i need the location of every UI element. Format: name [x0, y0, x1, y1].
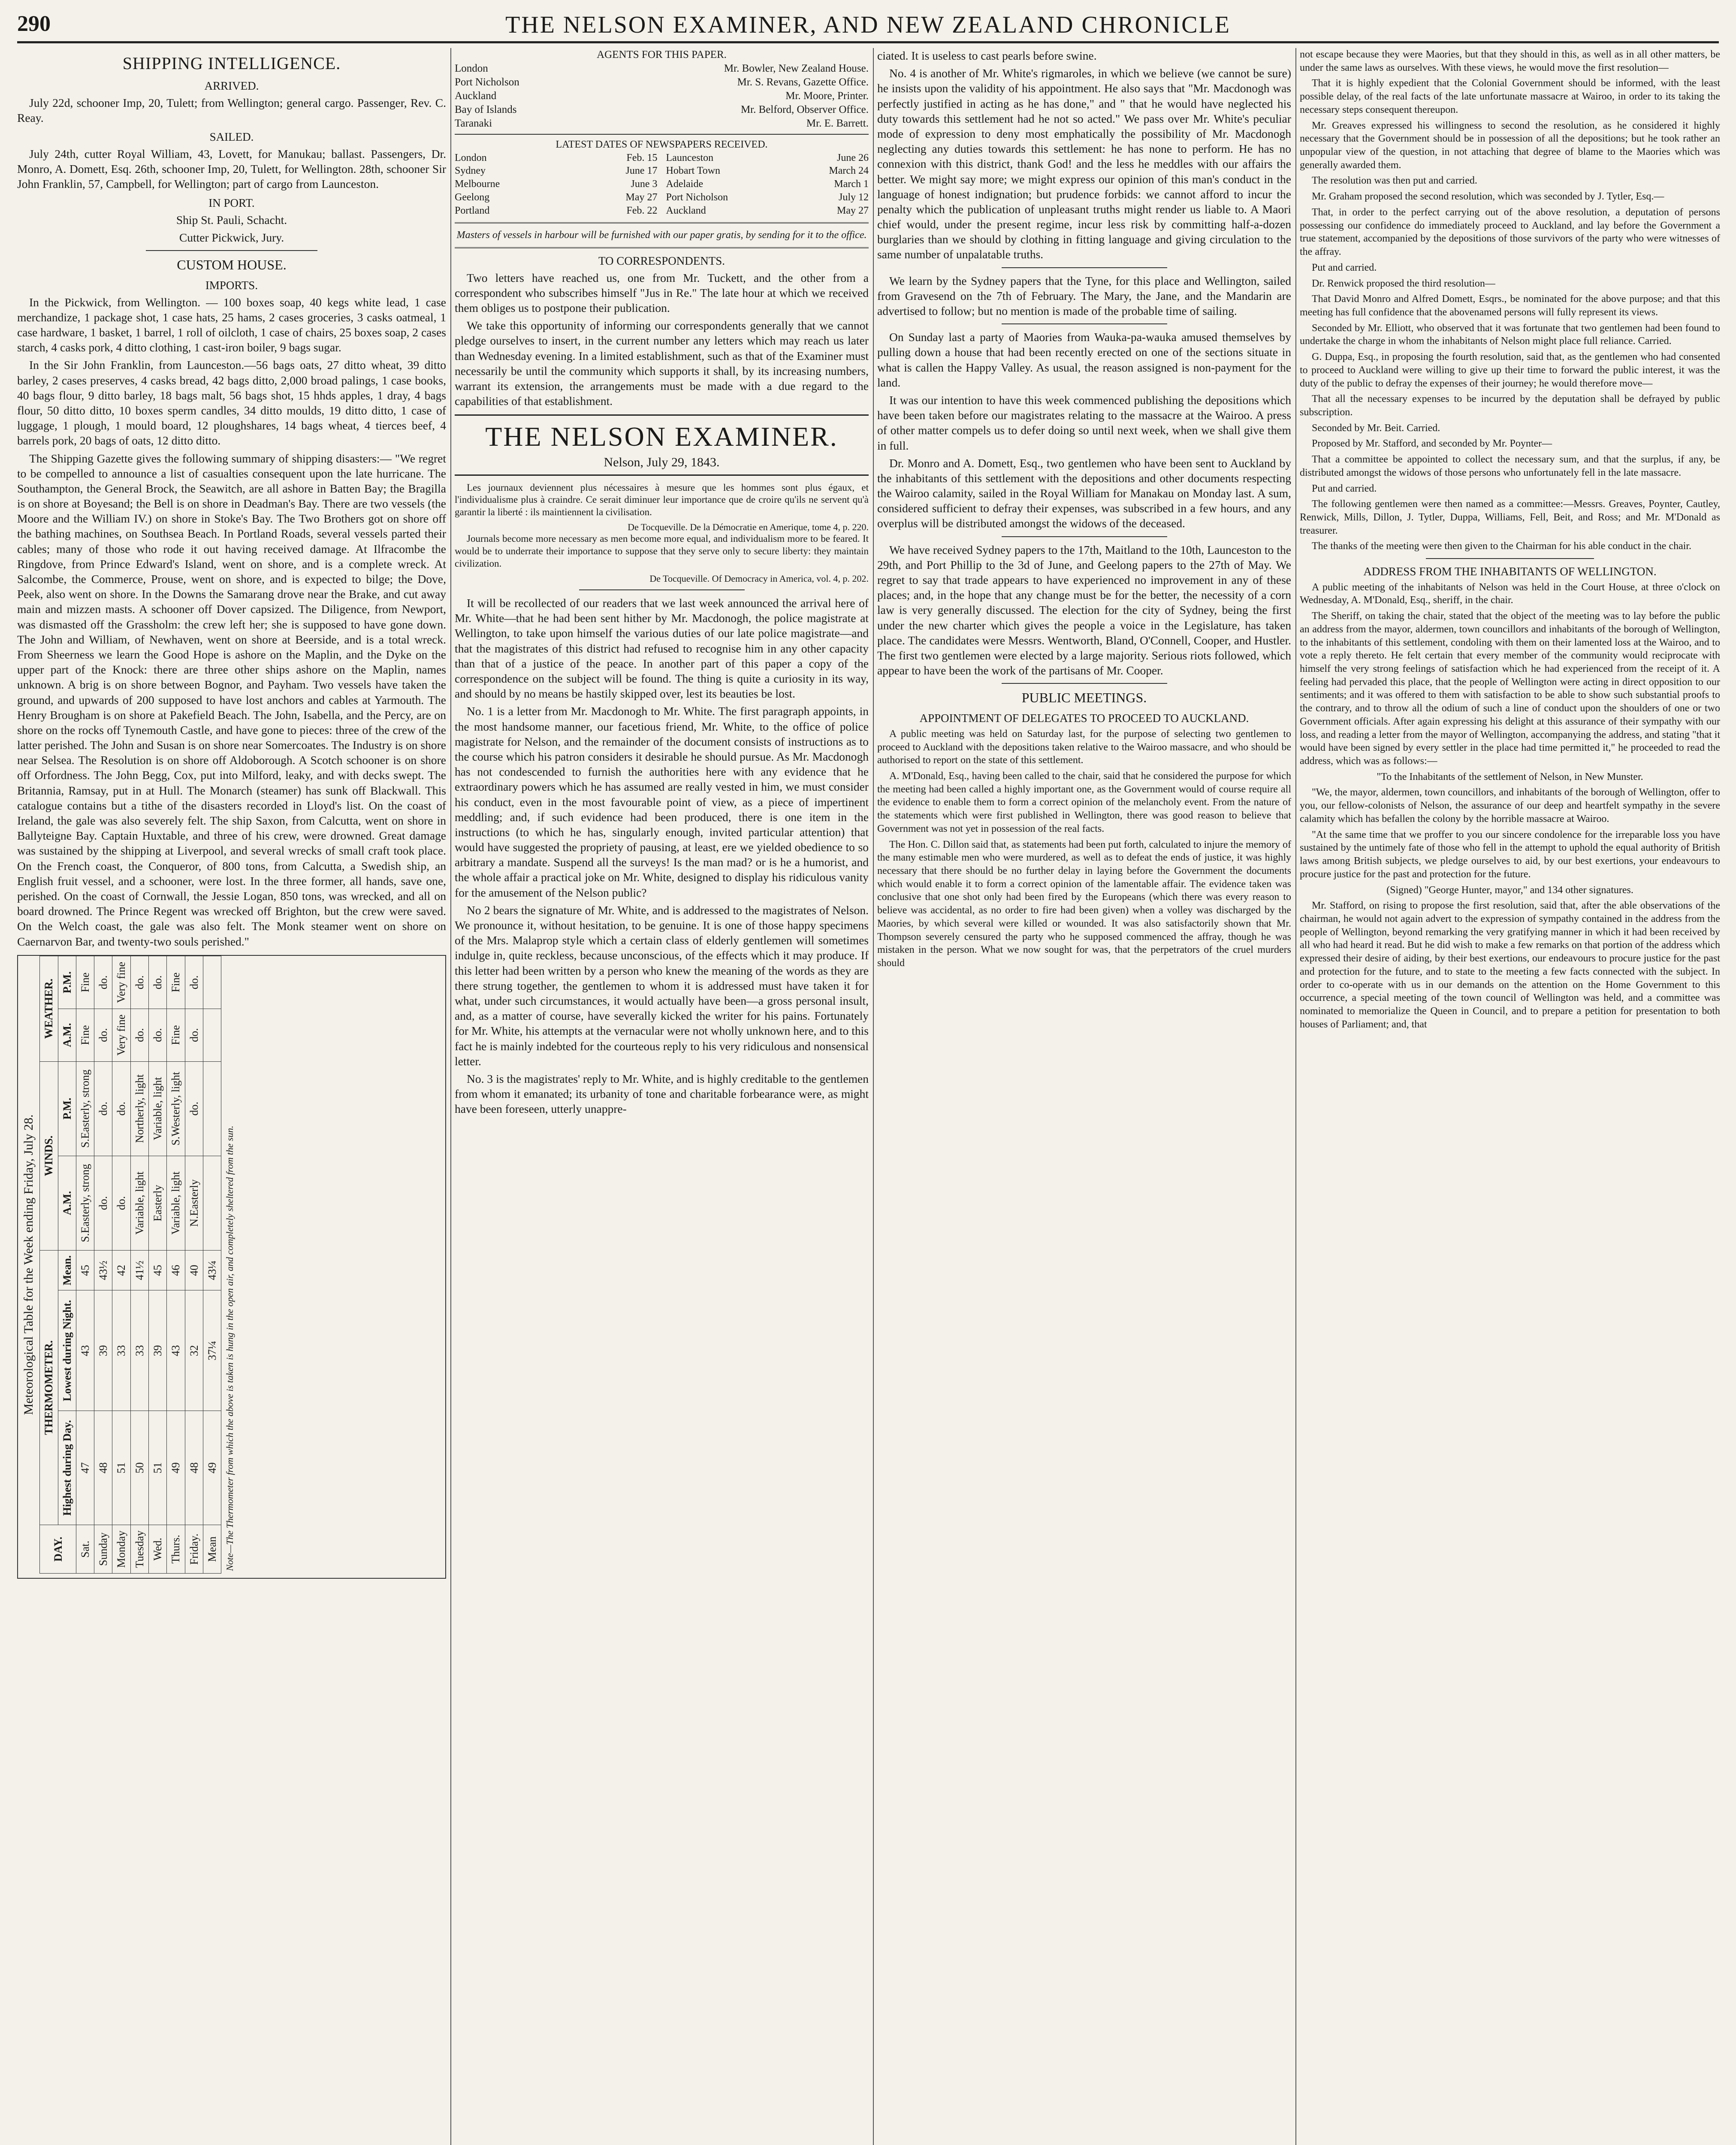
arrived-label: ARRIVED. [204, 79, 259, 93]
weather-cell: 40 [185, 1250, 203, 1290]
agent-place: Auckland [455, 90, 497, 102]
shipping-heading: SHIPPING INTELLIGENCE. [122, 54, 341, 73]
weather-cell: 49 [167, 1411, 185, 1525]
in-port-ship: Ship St. Pauli, Schacht. [176, 213, 287, 227]
agent-place: Bay of Islands [455, 104, 517, 115]
in-port-label: IN PORT. [208, 196, 255, 210]
weather-cell: Friday. [185, 1525, 203, 1573]
meeting-m3: The Hon. C. Dillon said that, as statements had been put forth, calculated to injure the memory of the many estimable men who were murdered, as well as to defeat the ends of justice, it was highly necessary that there should be no further delay in laying before the Government the documents which would enable it to form a correct opinion of the lamentable affair. The evidence taken was conclusive that one shot only had been fired by the Europeans (which there was every reason to believe was accidental, as no order to fire had been given) when a volley was discharged by the Maories, by which several were killed or wounded. It was also satisfactorily shown that Mr. Thompson severely censured the party who he supposed commenced the affray, though he was mistaken in the person. What we now sought for was, that the perpetrators of the cruel murders should [877, 839, 1291, 969]
examiner-banner [455, 414, 869, 475]
news-maories: On Sunday last a party of Maories from Wauka-pa-wauka amused themselves by pulling down a house that had been recently erected on one of the sections situate in what is callen the Happy Valley. As usual, the reason assigned is non-payment for the land. [877, 330, 1291, 389]
masters-note: Masters of vessels in harbour will be furnished with our paper gratis, by sending for it to the office. [456, 230, 867, 241]
resolution-4: That all the necessary expenses to be incurred by the deputation shall be defrayed by public subscription. [1300, 393, 1720, 418]
weather-cell: 46 [167, 1250, 185, 1290]
meeting-m5: Mr. Greaves expressed his willingness to second the resolution, as he considered it highly necessary that the Government should be in possession of all the depositions; but he took rather an unpopular view of the question, in not attaching that degree of blame to the Maories which was generally awarded them. [1300, 120, 1720, 171]
divider [1426, 558, 1594, 559]
address-a2: The Sheriff, on taking the chair, stated that the object of the meeting was to lay before the public an address from the mayor, aldermen, town councillors and inhabitants of the borough of Wellington, to the inhabitants of this settlement, condoling with them on their lamented loss at the Wairoo, and to vote a reply thereto. He felt certain that every member of the community would reciprocate with himself the very strong feelings of satisfaction which he had experienced from the receipt of it. A feeling had pervaded this place, that the people of Wellington were acting in direct opposition to our sentiments; and it was offered to them with satisfaction to be able to show such substantial proofs to the contrary, and to throw all the odium of such a line of conduct upon the shoulders of one or two Government officials. After again expressing his delight at this assurance of their sympathy with our loss, and reading a letter from the mayor of Wellington, accompanying the address, and stating "that it would have been signed by every settler in the place had time permitted it," he proceeded to read the address, which was as follows:— [1300, 610, 1720, 767]
in-port-cutter: Cutter Pickwick, Jury. [179, 230, 284, 244]
date-row: Sydney June 17 [455, 165, 658, 177]
weather-row [94, 956, 112, 1573]
date-row: Melbourne June 3 [455, 178, 658, 190]
weather-cell: 43 [167, 1290, 185, 1411]
date-row: Launceston June 26 [666, 152, 869, 163]
column-1 [17, 48, 446, 2145]
resolution-1: That it is highly expedient that the Colonial Government should be informed, with the least possible delay, of the real facts of the late unfortunate massacre at Wairoo, in order to its taking the necessary steps consequent thereupon. [1300, 78, 1720, 115]
divider [579, 589, 745, 590]
weather-cell: do. [130, 1009, 148, 1061]
weather-cell: Mean [203, 1525, 221, 1573]
weather-cell: 43¼ [203, 1250, 221, 1290]
meeting-m12: Seconded by Mr. Beit. Carried. [1312, 422, 1440, 434]
weather-cell: Very fine [112, 956, 130, 1009]
arrived-text: July 22d, schooner Imp, 20, Tulett; from Wellington; general cargo. Passenger, Rev. C. Reay. [17, 96, 446, 124]
address-a1: A public meeting of the inhabitants of Nelson was held in the Court House, at three o'clock on Wednesday, A. M'Donald, Esq., sheriff, in the chair. [1300, 581, 1720, 606]
weather-cell: 37¼ [203, 1290, 221, 1411]
weather-cell: Monday [112, 1525, 130, 1573]
divider [1002, 323, 1167, 324]
meteorological-table-rotated [18, 956, 446, 1574]
weather-cell: do. [94, 1156, 112, 1250]
divider [1002, 536, 1167, 537]
weather-cell: do. [94, 956, 112, 1009]
agents-box [455, 48, 869, 135]
sailed-label: SAILED. [209, 130, 254, 144]
imports-label: IMPORTS. [205, 279, 258, 292]
editorial-p2: No. 1 is a letter from Mr. Macdonogh to Mr. White. The first paragraph appoints, in the most handsome manner, our facetious friend, Mr. White, to the office of police magistrate for Nelson, and the remainder of the document consists of instructions as to the course which his patron considers it desirable he should pursue. As Mr. Macdonogh has not condescended to furnish the authorities here with any evidence that he extraordinary powers which he has assumed are really vested in him, we must consider his conduct, even in the most favourable point of view, as a piece of impertinent meddling; and, if such evidence had been produced, there is one item in the instructions (to which he has, singularly enough, invited particular attention) that would have suggested the propriety of pausing, at least, ere we yielded obedience to so arbitrary a mandate. Suspend all the surveys! Is the man mad? or is he a humorist, and the whole affair a practical joke on Mr. White, designed to display his ridiculous vanity for the amusement of the Nelson public? [455, 704, 869, 899]
examiner-name: THE NELSON EXAMINER. [485, 421, 838, 452]
weather-cell: do. [94, 1009, 112, 1061]
weather-cell [203, 1009, 221, 1061]
epigraph [455, 482, 869, 585]
meeting-m4: not escape because they were Maories, but that they should in this, as well as in all other matters, be under the same laws as ourselves. With these views, he would move the first resolution— [1300, 49, 1720, 73]
col-weather-pm: P.M. [58, 956, 76, 1009]
weather-cell: S.Westerly, light [167, 1061, 185, 1156]
weather-cell: 32 [185, 1290, 203, 1411]
weather-cell: Fine [167, 956, 185, 1009]
weather-cell: Wed. [148, 1525, 166, 1573]
examiner-date: Nelson, July 29, 1843. [604, 455, 720, 470]
resolution-5: That a committee be appointed to collect the necessary sum, and that the surplus, if any, be distributed amongst the widows of those persons who unfortunately fell in the late massacre. [1300, 454, 1720, 478]
weather-cell: do. [148, 1009, 166, 1061]
weather-cell: 33 [130, 1290, 148, 1411]
meeting-m10: Seconded by Mr. Elliott, who observed that it was fortunate that two gentlemen had been found to undertake the charge in whom the inhabitants of Nelson might place full reliance. Carried. [1300, 322, 1720, 347]
date-row: Port Nicholson July 12 [666, 191, 869, 203]
column-4 [1300, 48, 1720, 2145]
weather-cell: 47 [76, 1411, 94, 1525]
weather-cell: Sunday [94, 1525, 112, 1573]
meeting-m16: The thanks of the meeting were then given to the Chairman for his able conduct in the chair. [1312, 541, 1692, 552]
newspaper-dates [455, 151, 869, 218]
thermometer-note: Note—The Thermometer from which the above is taken is hung in the open air, and completely sheltered from the sun. [224, 1125, 235, 1571]
address-a4: "We, the mayor, aldermen, town councillors, and inhabitants of the borough of Wellington, offer to you, our fellow-colonists of Nelson, the assurance of our deep and heartfelt sympathy in the severe calamity which has befallen the colony by the horrible massacre at Wairoo. [1300, 787, 1720, 825]
agent-row [455, 76, 869, 89]
newspaper-title: THE NELSON EXAMINER, AND NEW ZEALAND CHRONICLE [505, 12, 1231, 38]
meeting-m9: Dr. Renwick proposed the third resolution— [1312, 278, 1495, 289]
column-rule [450, 48, 451, 2145]
weather-cell: Fine [76, 1009, 94, 1061]
weather-cell: 33 [112, 1290, 130, 1411]
divider [146, 250, 317, 251]
column-3 [877, 48, 1291, 2145]
address-a5: "At the same time that we proffer to you our sincere condolence for the irreparable loss you have sustained by the untimely fate of those who fell in the attempt to uphold the equal authority of British laws among British subjects, we pledge ourselves to aid, by our best exertions, your endeavours to procure justice for the past and protection for the future. [1300, 829, 1720, 880]
address-heading: ADDRESS FROM THE INHABITANTS OF WELLINGTON. [1363, 565, 1657, 578]
custom-house-heading: CUSTOM HOUSE. [177, 257, 287, 273]
correspondents-p1: Two letters have reached us, one from Mr. Tuckett, and the other from a correspondent who subscribes himself "Jus in Re." The late hour at which we received them obliges us to postpone their publication. [455, 271, 869, 314]
weather-row [185, 956, 203, 1573]
agents-heading: AGENTS FOR THIS PAPER. [597, 49, 727, 60]
weather-cell [203, 1156, 221, 1250]
masthead-rule [17, 41, 1719, 43]
weather-cell: do. [130, 956, 148, 1009]
weather-cell: do. [112, 1156, 130, 1250]
address-a7: Mr. Stafford, on rising to propose the first resolution, said that, after the able observations of the chairman, he would not again advert to the expression of sympathy contained in the address from the people of Wellington, beyond remarking the very gratifying manner in which it had been received by all who had heard it read. But he did wish to make a few remarks on that portion of the address which expressed their desire of aiding, by their best exertions, our endeavours to procure justice for the past and protection for the future, and to state to the meeting a few facts connected with the subject. In order to co-operate with us in our demands on the attention on the Home Government to this occurrence, a special meeting of the town council of Wellington was held, and a committee was nominated to memorialize the Queen in Council, and to prepare a petition for presentation to both houses of Parliament; and, that [1300, 900, 1720, 1030]
column-2 [455, 48, 869, 2145]
correspondents-p2: We take this opportunity of informing our correspondents generally that we cannot pledge ourselves to insert, in the current number any letters which may reach us later than Wednesday evening. In a limited establishment, such as that of the Examiner must necessarily be until the community which supports it shall, by its increasing numbers, warrant its extension, the arrangements must be made with a due regard to the capabilities of that establishment. [455, 319, 869, 408]
weather-cell: 51 [112, 1411, 130, 1525]
agent-name: Mr. S. Revans, Gazette Office. [737, 76, 869, 88]
weather-cell: 41½ [130, 1250, 148, 1290]
weather-cell: do. [185, 1061, 203, 1156]
date-row: Adelaide March 1 [666, 178, 869, 190]
masthead [17, 8, 1719, 38]
news-sydney-17th: We have received Sydney papers to the 17th, Maitland to the 10th, Launceston to the 29th, and Port Phillip to the 3d of June, and Geelong papers to the 27th of May. We regret to say that trade appears to have experienced no improvement in any of these places; and, in the hope that any change must be for the better, the necessity of a corn law is very generally discussed. The election for the city of Sydney, being the first under the new charter which gives the people a voice in the Legislature, has taken place. The candidates were Messrs. Wentworth, Bland, O'Connell, Cooper, and Hustler. The first two gentlemen were elected by a large majority. Serious riots followed, which appear to have been the work of the partisans of Mr. Cooper. [877, 543, 1291, 677]
date-row: London Feb. 15 [455, 152, 658, 163]
epigraph-english-attribution: De Tocqueville. Of Democracy in America, vol. 4, p. 202. [649, 573, 869, 584]
weather-cell: do. [94, 1061, 112, 1156]
weather-row [130, 956, 148, 1573]
weather-cell: Easterly [148, 1156, 166, 1250]
weather-cell: Thurs. [167, 1525, 185, 1573]
weather-row [203, 956, 221, 1573]
newspapers-heading: LATEST DATES OF NEWSPAPERS RECEIVED. [556, 139, 768, 150]
imports-pickwick: In the Pickwick, from Wellington. — 100 boxes soap, 40 kegs white lead, 1 case merchandize, 1 package shot, 1 case hats, 25 hams, 2 cases groceries, 3 casks oatmeal, 1 case hardware, 1 basket, 1 barrel, 1 roll of oilcloth, 1 case of chairs, 25 boxes soap, 2 cases starch, 4 casks pork, 4 ditto clothing, 1 cast-iron boiler, 9 bags sugar. [17, 295, 446, 354]
weather-cell: do. [185, 956, 203, 1009]
col-day: DAY. [40, 1525, 76, 1573]
resolution-3: That David Monro and Alfred Domett, Esqrs., be nominated for the above purpose; and that this meeting has full confidence that the abovenamed persons will fully represent its views. [1300, 293, 1720, 318]
weather-cell: do. [185, 1009, 203, 1061]
address-a3: "To the Inhabitants of the settlement of Nelson, in New Munster. [1377, 771, 1643, 782]
agent-name: Mr. E. Barrett. [806, 118, 869, 129]
meteorological-table [17, 955, 446, 1579]
weather-cell: S.Easterly, strong [76, 1156, 94, 1250]
weather-grid [39, 956, 221, 1574]
weather-cell: 45 [76, 1250, 94, 1290]
weather-cell: N.Easterly [185, 1156, 203, 1250]
meeting-m15: The following gentlemen were then named as a committee:—Messrs. Greaves, Poynter, Cautley, Renwick, Mills, Dillon, J. Tytler, Duppa, Williams, Fell, Beit, and Ross; and Mr. M'Donald as treasurer. [1300, 498, 1720, 536]
col-winds-am: A.M. [58, 1156, 76, 1250]
weather-cell: Variable, light [148, 1061, 166, 1156]
weather-cell: Very fine [112, 1009, 130, 1061]
divider [455, 222, 869, 224]
agent-row [455, 117, 869, 130]
weather-label: WEATHER. [40, 956, 58, 1061]
agent-name: Mr. Bowler, New Zealand House. [724, 63, 869, 74]
weather-cell: 43½ [94, 1250, 112, 1290]
news-sydney-papers: We learn by the Sydney papers that the Tyne, for this place and Wellington, sailed from Gravesend on the 7th of February. The Mary, the Jane, and the Mandarin are advertised to follow; but no mention is made of the probable time of sailing. [877, 274, 1291, 317]
editorial-p6: No. 4 is another of Mr. White's rigmaroles, in which we believe (we cannot be sure) he insists upon the validity of his appointment. He also says that "Mr. Macdonogh was perfectly justified in acting as he has done," and " that he would have neglected his duty towards this settlement had he not so acted." We pass over Mr. White's peculiar mode of expression to deny most emphatically the possibility of Mr. Macdonogh neglecting any duties towards this settlement: he has none to perform. He has no connexion with this district, thank God! and the less he meddles with our affairs the better. We might say more; we might express our opinion of this man's conduct in the language of honest indignation; but prudence forbids: we cannot afford to incur the penalty which the publication of unpleasant truths might render us liable to. A Maori chief would, under the present regime, incur less risk by committing half-a-dozen burglaries than we should by clothing in fitting language and giving circulation to the same number of unpalatable truths. [877, 66, 1291, 261]
weather-row [112, 956, 130, 1573]
epigraph-french: Les journaux deviennent plus nécessaires à mesure que les hommes sont plus égaux, et l'individualisme plus à craindre. Ce serait diminuer leur importance que de croire qu'ils ne servent qu'à garantir la liberté : ils maintiennent la civilisation. [455, 482, 869, 518]
weather-cell: Sat. [76, 1525, 94, 1573]
news-monro: Dr. Monro and A. Domett, Esq., two gentlemen who have been sent to Auckland by the inhabitants of this settlement with the depositions and other documents respecting the Wairoo calamity, sailed in the Royal William for Manakau on Monday last. A sum, considered sufficient to defray their expenses, was subscribed in a few hours, and any overplus will be distributed amongst the widows of the deceased. [877, 456, 1291, 530]
weather-cell: do. [112, 1061, 130, 1156]
weather-row [167, 956, 185, 1573]
epigraph-french-attribution: De Tocqueville. De la Démocratie en Amerique, tome 4, p. 220. [628, 521, 869, 532]
weather-cell: S.Easterly, strong [76, 1061, 94, 1156]
date-row: Auckland May 27 [666, 205, 869, 216]
weather-cell: Fine [76, 956, 94, 1009]
agent-row [455, 89, 869, 103]
weather-row [76, 956, 94, 1573]
weather-cell: Variable, light [167, 1156, 185, 1250]
public-meetings-heading: PUBLIC MEETINGS. [1021, 690, 1147, 706]
col-weather-am: A.M. [58, 1009, 76, 1061]
weather-row [148, 956, 166, 1573]
imports-franklin: In the Sir John Franklin, from Launceston.—56 bags oats, 27 ditto wheat, 39 ditto barley, 2 cases preserves, 4 casks bread, 42 bags ditto, 2,000 broad palings, 1 case books, 40 bags flour, 9 ditto barley, 18 bags malt, 56 bags shot, 15 hhds apples, 1 dray, 4 bags flour, 50 ditto ditto, 10 boxes sperm candles, 34 ditto moulds, 19 ditto ditto, 1 case of luggage, 1 plough, 1 mould board, 12 ploughshares, 14 bags wheat, 4 tierces beef, 4 barrels pork, 20 bags of oats, 12 ditto ditto. [17, 358, 446, 447]
editorial-p5: ciated. It is useless to cast pearls before swine. [877, 49, 1097, 62]
column-rule [873, 48, 874, 2145]
address-signed: (Signed) "George Hunter, mayor," and 134 other signatures. [1386, 884, 1633, 896]
col-highest: Highest during Day. [58, 1411, 76, 1525]
divider [1002, 683, 1167, 684]
meeting-m2: A. M'Donald, Esq., having been called to the chair, said that he considered the purpose for which the meeting had been called a highly important one, as the Government would of course require all the evidence to enable them to form a correct opinion of the melancholy event. From the nature of the statements which were first published in Wellington, there was good reason to believe that Government was not yet in possession of the real facts. [877, 770, 1291, 834]
weather-cell: Fine [167, 1009, 185, 1061]
thermometer-label: THERMOMETER. [40, 1250, 58, 1525]
sailed-text: July 24th, cutter Royal William, 43, Lovett, for Manukau; ballast. Passengers, Dr. Monro, A. Domett, Esq. 26th, schooner Imp, 20, Tulett, for Wellington. 28th, schooner Sir John Franklin, 57, Campbell, for Wellington; part of cargo from Launceston. [17, 147, 446, 191]
weather-cell [203, 956, 221, 1009]
winds-label: WINDS. [40, 1061, 58, 1250]
page-number: 290 [17, 12, 51, 36]
meeting-m6: The resolution was then put and carried. [1312, 175, 1477, 187]
col-mean: Mean. [58, 1250, 76, 1290]
weather-cell: 43 [76, 1290, 94, 1411]
weather-cell: 50 [130, 1411, 148, 1525]
agent-row [455, 62, 869, 76]
col-winds-pm: P.M. [58, 1061, 76, 1156]
weather-cell: 45 [148, 1250, 166, 1290]
editorial-p3: No 2 bears the signature of Mr. White, and is addressed to the magistrates of Nelson. We pronounce it, without hesitation, to be genuine. It is one of those happy specimens of the Mrs. Malaprop style which a certain class of elderly gentlemen will sometimes indulge in, quite reckless, because unconscious, of the effects which it may produce. If this letter had been written by a person who knew the meaning of the words as they are there strung together, the gentlemen to whom it is addressed must have taken it for what, under such circumstances, it would actually have been—a gross personal insult, and, as a matter of course, have severally kicked the writer for his pains. Fortunately for Mr. White, his attempts at the vernacular were not wholly unknown here, and to this fact he is mainly indebted for the courteous reply to his very ridiculous and nonsensical letter. [455, 903, 869, 1068]
weather-cell: 42 [112, 1250, 130, 1290]
weather-cell: 48 [94, 1411, 112, 1525]
agent-place: Taranaki [455, 118, 492, 129]
editorial-p1: It will be recollected of our readers that we last week announced the arrival here of Mr. White—that he had been sent hither by Mr. Macdonogh, the police magistrate at Wellington, to take upon himself the various duties of our late police magistrate—and that the magistrates of this district had refused to recognise him in any other capacity than that of a justice of the peace. In another part of this paper a copy of the correspondence on the subject will be found. The thing is quite a curiosity in its way, and should by no means be hastily skipped over, lest its beauties be lost. [455, 596, 869, 701]
weather-cell: 39 [148, 1290, 166, 1411]
weather-cell: Variable, light [130, 1156, 148, 1250]
resolution-2: That, in order to the perfect carrying out of the above resolution, a deputation of persons possessing our confidence do immediately proceed to Auckland, and lay before the Government a true statement, accompanied by the depositions of those survivors of the party who were witnesses of the affray. [1300, 206, 1720, 258]
agent-row [455, 103, 869, 117]
agent-place: London [455, 63, 488, 74]
editorial-p4: No. 3 is the magistrates' reply to Mr. White, and is highly creditable to the gentlemen from whom it emanated; its urbanity of tone and charitable forbearance were, as might have been foreseen, utterly unappre- [455, 1072, 869, 1116]
meeting-m14: Put and carried. [1312, 483, 1377, 494]
meeting-m8: Put and carried. [1312, 262, 1377, 273]
agent-name: Mr. Belford, Observer Office. [740, 104, 869, 115]
news-depositions: It was our intention to have this week commenced publishing the depositions which have been taken before our magistrates relating to the massacre at the Wairoo. A press of other matter compels us to defer doing so until next week, when we shall give them in full. [877, 393, 1291, 452]
weather-cell: Northerly, light [130, 1061, 148, 1156]
weather-cell: do. [148, 956, 166, 1009]
divider [455, 247, 869, 248]
weather-cell: 49 [203, 1411, 221, 1525]
weather-cell: 39 [94, 1290, 112, 1411]
meeting-m11: G. Duppa, Esq., in proposing the fourth resolution, said that, as the gentlemen who had consented to proceed to Auckland were willing to give up their time to forward the public interest, it was the duty of the public to defray the expenses of their journey; he would therefore move— [1300, 351, 1720, 389]
date-row: Portland Feb. 22 [455, 205, 658, 216]
correspondents-heading: TO CORRESPONDENTS. [598, 254, 725, 268]
date-row: Geelong May 27 [455, 191, 658, 203]
epigraph-english: Journals become more necessary as men become more equal, and individualism more to be feared. It would be to underrate their importance to suppose that they serve only to secure liberty: they maintain civilization. [455, 533, 869, 569]
meeting-m1: A public meeting was held on Saturday last, for the purpose of selecting two gentlemen to proceed to Auckland with the depositions taken relative to the Wairoo massacre, and who should be authorised to report on the state of this settlement. [877, 728, 1291, 766]
meeting-m7: Mr. Graham proposed the second resolution, which was seconded by J. Tytler, Esq.— [1312, 191, 1664, 202]
weather-title: Meteorological Table for the Week ending Friday, July 28. [21, 1114, 36, 1415]
col-lowest: Lowest during Night. [58, 1290, 76, 1411]
date-row: Hobart Town March 24 [666, 165, 869, 177]
weather-cell: 51 [148, 1411, 166, 1525]
weather-cell: 48 [185, 1411, 203, 1525]
agent-name: Mr. Moore, Printer. [785, 90, 869, 102]
weather-cell [203, 1061, 221, 1156]
column-rule [1295, 48, 1296, 2145]
meeting-m13: Proposed by Mr. Stafford, and seconded by Mr. Poynter— [1312, 438, 1552, 450]
weather-cell: Tuesday [130, 1525, 148, 1573]
delegates-heading: APPOINTMENT OF DELEGATES TO PROCEED TO AUCKLAND. [919, 712, 1249, 725]
agent-place: Port Nicholson [455, 76, 519, 88]
shipping-disasters: The Shipping Gazette gives the following summary of shipping disasters:— "We regret to be compelled to announce a list of casualties consequent upon the late hurricane. The Southampton, the General Brock, the Seawitch, are all ashore in Batten Bay; the Bragilla is on shore at Boyesand; the Bell is on shore in Deadman's Bay. There are two vessels (the Moore and the William IV.) on shore in Stoke's Bay. The Two Brothers got on shore off the bathing machines, on Southsea Beach. In Portland Roads, several vessels parted their cables; many of those who rode it out having received damage. At Ilfracombe the Ringdove, from Prince Edward's Island, went on shore, and is a complete wreck. At Salcombe, the Commerce, Prouse, went on shore, and is expected to bilge; the Dove, Peek, also went on shore. In the Downs the Samarang drove near the Brake, and cut away main and mizzen masts. A schooner off Dover capsized. The Diligence, from Newport, was dismasted off the Grassholm: the crew left her; she is supposed to have gone down. The John and William, of Newhaven, went on shore at Beerside, and is a total wreck. From Sheerness we learn the Good Hope is ashore on the Maplin, and the Dyke on the upper part of the Knock: there are three other ships ashore on the Maplin, names unknown. A brig is on shore between Bognor, and Payham. Two vessels have taken the ground, and upwards of 200 supposed to have lost anchors and cables at Yarmouth. The Henry Brougham is on shore at Pakefield Beach. The John, Isabella, and the Percy, are on shore on the rocks off Tynemouth Castle, and have gone to pieces: three of the crew of the latter perished. The John and Susan is on shore near Somercoates. The Industry is on shore near Selsea. The Resolution is on shore off Aldoborough. A Scotch schooner is on shore off Orfordness. The John Begg, Cox, put into Milford, leaky, and with decks swept. The Britannia, Ramsay, put in at Hull. The Monarch (steamer) has sunk off Blackwall. This catalogue contains but a tithe of the disasters recorded in Lloyd's list. On the coast of Ireland, the gale was also severely felt. The ship Saxon, from Calcutta, went on shore in Ballyteigne Bay. Captain Huxtable, and three of his crew, were drowned. Great damage was sustained by the shipping at Liverpool, and several wrecks of small craft took place. On the French coast, the Conqueror, of 800 tons, from Calcutta, a Swedish ship, an English fruit vessel, and a schooner, were lost. In the three former, all hands, save one, perished. On the coast of Cornwall, the Jessie Logan, 850 tons, was wrecked, and all on board drowned. The Prince Regent was wrecked off Brighton, but the crew were saved. On the Welch coast, the gale was also felt. The Monk steamer went on shore on Caernarvon Bar, and twenty-two souls perished." [17, 451, 446, 948]
divider [1002, 267, 1167, 268]
